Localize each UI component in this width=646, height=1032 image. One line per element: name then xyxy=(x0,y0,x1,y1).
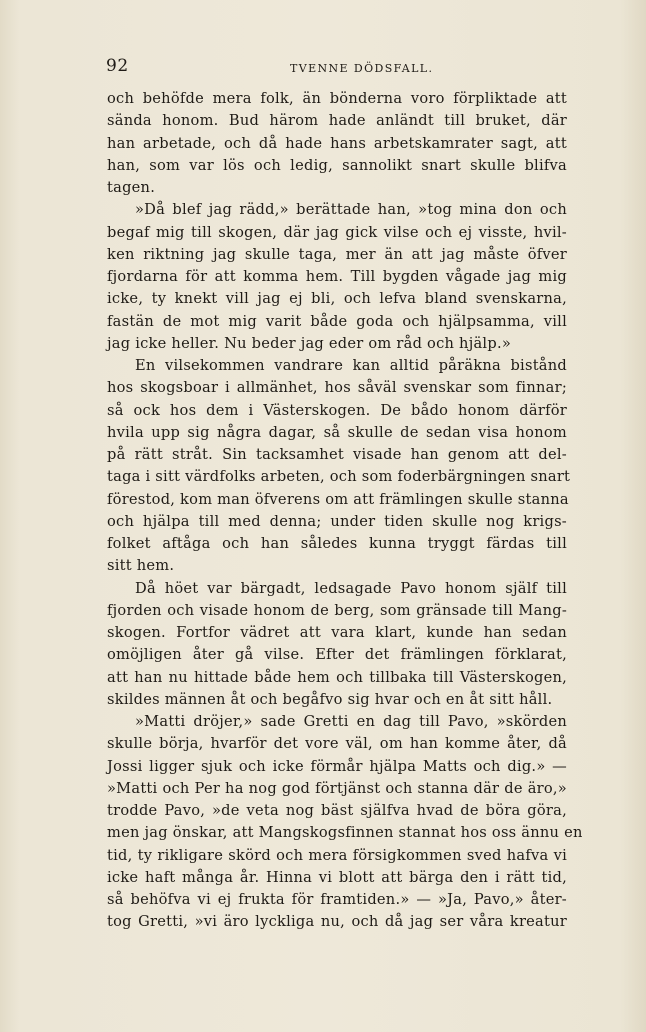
running-head: TVENNE DÖDSFALL. xyxy=(290,62,434,75)
text-line: hvila upp sig några dagar, så skulle de sedan visa honom xyxy=(107,423,567,441)
text-line: En vilsekommen vandrare kan alltid påräkna bistånd xyxy=(135,357,567,374)
text-line: att han nu hittade både hem och tillbaka till Västerskogen, xyxy=(107,668,567,686)
text-line: på rätt stråt. Sin tacksamhet visade han genom att del- xyxy=(107,446,567,463)
text-line: begaf mig till skogen, där jag gick vilse och ej visste, hvil- xyxy=(107,223,567,241)
text-line: han arbetade, och då hade hans arbetskamrater sagt, att xyxy=(107,134,567,152)
text-line: folket aftåga och han således kunna tryggt färdas till xyxy=(107,535,567,552)
text-line: ken riktning jag skulle taga, mer än att jag måste öfver xyxy=(107,245,567,263)
text-line: Då höet var bärgadt, ledsagade Pavo honom själf till xyxy=(135,579,567,597)
text-line: icke, ty knekt vill jag ej bli, och lefva bland svenskarna, xyxy=(107,290,567,308)
text-line: han, som var lös och ledig, sannolikt snart skulle blifva xyxy=(107,156,567,174)
body-text xyxy=(107,88,583,934)
text-line: fjorden och visade honom de berg, som gränsade till Mang- xyxy=(107,601,567,619)
text-line: omöjligen åter gå vilse. Efter det främlingen förklarat, xyxy=(107,646,567,664)
text-line: icke haft många år. Hinna vi blott att bärga den i rätt tid, xyxy=(107,868,567,886)
text-line: fastän de mot mig varit både goda och hjälpsamma, vill xyxy=(107,312,567,330)
text-line: sända honom. Bud härom hade anländt till bruket, där xyxy=(107,112,567,130)
text-line: fjordarna för att komma hem. Till bygden vågade jag mig xyxy=(107,268,567,285)
text-line: tid, ty rikligare skörd och mera försigkommen sved hafva vi xyxy=(107,846,567,864)
text-line: taga i sitt värdfolks arbeten, och som foderbärgningen snart xyxy=(107,468,571,486)
page-header xyxy=(0,56,646,80)
text-line: men jag önskar, att Mangskogsfinnen stannat hos oss ännu en xyxy=(107,824,583,842)
text-line: så behöfva vi ej frukta för framtiden.» — »Ja, Pavo,» åter- xyxy=(107,891,567,908)
text-line: jag icke heller. Nu beder jag eder om råd och hjälp.» xyxy=(107,334,512,352)
text-line: tagen. xyxy=(107,179,156,196)
text-line: sitt hem. xyxy=(107,557,175,575)
text-line: skulle börja, hvarför det vore väl, om han komme åter, då xyxy=(107,735,567,753)
text-line: trodde Pavo, »de veta nog bäst själfva hvad de böra göra, xyxy=(107,802,567,819)
text-line: »Matti dröjer,» sade Gretti en dag till Pavo, »skörden xyxy=(135,713,567,730)
text-line: »Matti och Per ha nog god förtjänst och stanna där de äro,» xyxy=(107,779,567,797)
text-line: Jossi ligger sjuk och icke förmår hjälpa Matts och dig.» — xyxy=(107,757,567,775)
text-line: »Då blef jag rädd,» berättade han, »tog mina don och xyxy=(135,201,567,219)
text-line: och hjälpa till med denna; under tiden skulle nog krigs- xyxy=(107,512,567,530)
text-line: tog Gretti, »vi äro lyckliga nu, och då jag ser våra kreatur xyxy=(107,913,567,931)
page-number: 92 xyxy=(106,56,129,76)
text-line: så ock hos dem i Västerskogen. De bådo honom därför xyxy=(107,401,567,419)
text-line: och behöfde mera folk, än bönderna voro förpliktade att xyxy=(107,90,567,107)
text-line: skogen. Fortfor vädret att vara klart, kunde han sedan xyxy=(107,624,567,641)
text-line: skildes männen åt och begåfvo sig hvar och en åt sitt håll. xyxy=(107,690,553,708)
text-line: hos skogsboar i allmänhet, hos såväl svenskar som finnar; xyxy=(107,379,567,397)
text-line: förestod, kom man öfverens om att främlingen skulle stanna xyxy=(107,490,569,508)
